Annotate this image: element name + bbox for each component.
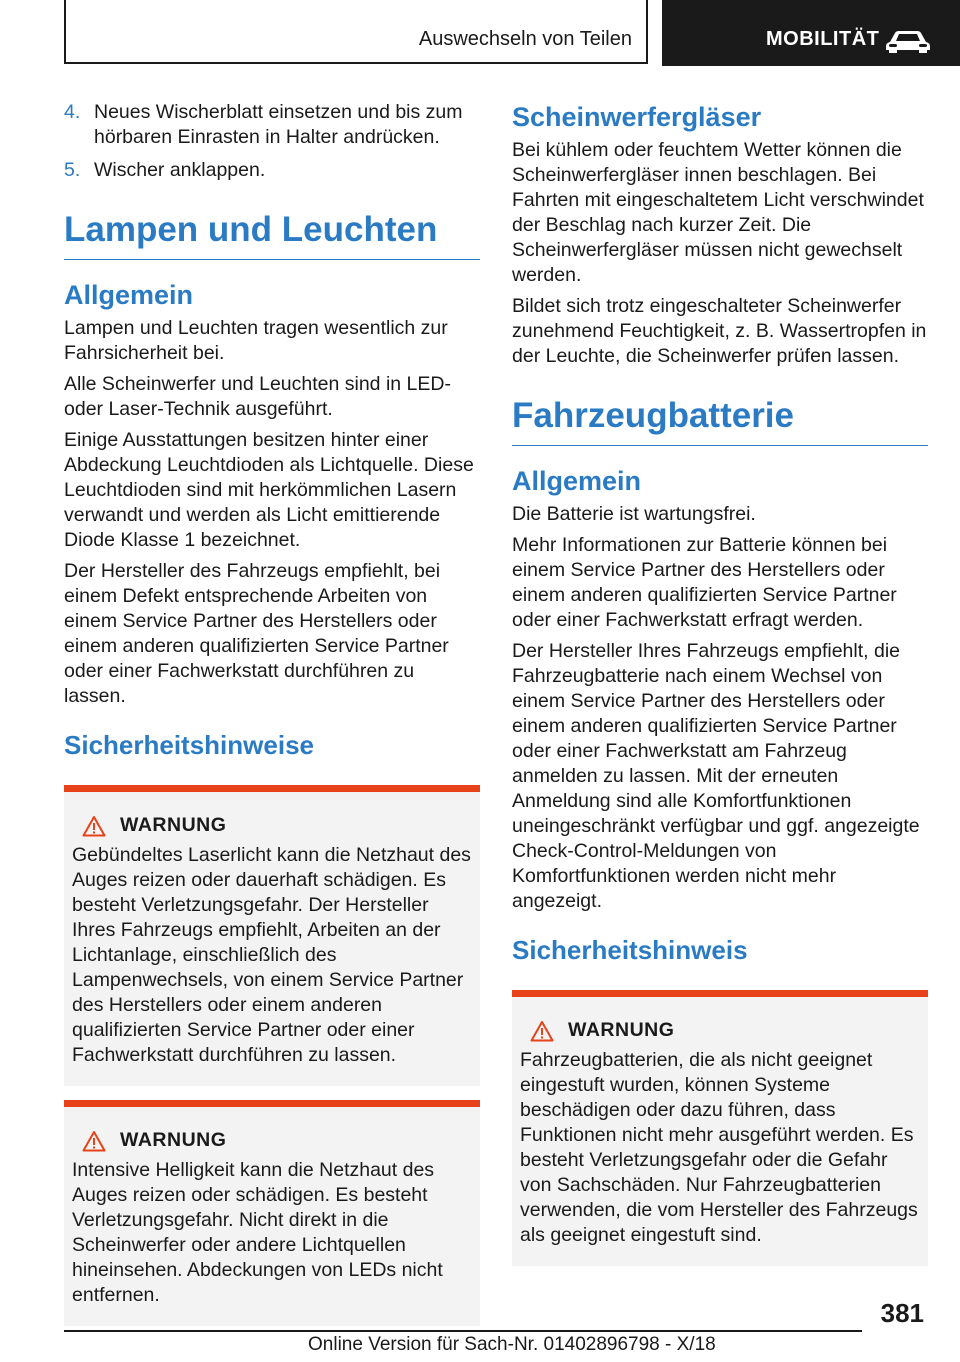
- paragraph: Bildet sich trotz eingeschalteter Scheinwerfer zunehmend Feuchtigkeit, z. B. Wassertropfen in der Leuchte, die Scheinwerfer prüfen lassen.: [512, 295, 927, 367]
- chapter-title: MOBILITÄT: [766, 28, 880, 50]
- car-icon: [884, 28, 932, 54]
- step-text: Wischer anklappen.: [94, 159, 266, 181]
- warning-box: [512, 990, 928, 1266]
- warning-text: Intensive Helligkeit kann die Netzhaut des Auges reizen oder schädigen. Es besteht Verletzungsgefahr. Nicht direkt in die Scheinwerfer oder andere Lichtquellen hineinsehen. Abdeckungen von LEDs nicht entfernen.: [72, 1159, 443, 1306]
- heading-allgemein: Allgemein: [64, 280, 194, 310]
- paragraph: Mehr Informationen zur Batterie können bei einem Service Partner des Herstellers oder einem anderen qualifizierten Service Partner oder einer Fachwerkstatt erfragt werden.: [512, 534, 897, 631]
- heading-lampen: Lampen und Leuchten: [64, 209, 480, 260]
- list-item: [64, 158, 480, 183]
- step-number: 4.: [64, 101, 81, 123]
- step-number: 5.: [64, 159, 81, 181]
- warning-triangle-icon: [82, 1130, 106, 1152]
- warning-triangle-icon: [82, 815, 106, 837]
- heading-allgemein: Allgemein: [512, 466, 642, 496]
- paragraph: Der Hersteller Ihres Fahrzeugs empfiehlt, die Fahrzeugbatterie nach einem Wechsel von einem Service Partner des Herstellers oder einem anderen qualifizierten Service Partner oder einer Fachwerkstatt am Fahrzeug anmelden zu lassen. Mit der erneuten Anmeldung sind alle Komfortfunktionen uneingeschränkt verfügbar und ggf. angezeigte Check-Control-Meldungen von Komfortfunktionen werden nicht mehr angezeigt.: [512, 640, 920, 912]
- paragraph: Die Batterie ist wartungsfrei.: [512, 503, 756, 525]
- warning-box: [64, 1100, 480, 1326]
- right-column: [512, 100, 928, 1280]
- page-header: [0, 0, 960, 66]
- warning-title: [72, 1129, 472, 1152]
- warning-triangle-icon: [530, 1020, 554, 1042]
- warning-box: [64, 785, 480, 1086]
- paragraph: Bei kühlem oder feuchtem Wetter können die Scheinwerfergläser innen beschlagen. Bei Fahrten mit eingeschaltetem Licht verschwindet der Beschlag nach kurzer Zeit. Die Scheinwerfergläser müssen nicht gewechselt werden.: [512, 139, 924, 286]
- heading-sicherheitshinweise: Sicherheitshinweise: [64, 730, 314, 760]
- left-column: [64, 100, 480, 1340]
- footer-version: Online Version für Sach-Nr. 01402896798 - X/18: [308, 1334, 716, 1355]
- warning-text: Fahrzeugbatterien, die als nicht geeignet eingestuft wurden, können Systeme beschädigen oder dazu führen, dass Funktionen nicht mehr ausgeführt werden. Es besteht Verletzungsgefahr oder die Gefahr von Sachschäden. Nur Fahrzeugbatterien verwenden, die vom Hersteller des Fahrzeugs als geeignet eingestuft sind.: [520, 1049, 918, 1246]
- section-title: Auswechseln von Teilen: [418, 28, 632, 50]
- warning-title: [72, 814, 472, 837]
- page-number: 381: [880, 1298, 924, 1328]
- heading-fahrzeugbatterie: Fahrzeugbatterie: [512, 395, 928, 446]
- heading-scheinwerferglaeser: Scheinwerfergläser: [512, 102, 762, 132]
- step-text: Neues Wischerblatt einsetzen und bis zum hörbaren Einrasten in Halter andrücken.: [94, 101, 463, 148]
- heading-sicherheitshinweis: Sicherheitshinweis: [512, 935, 748, 965]
- footer-divider: [64, 1330, 862, 1332]
- paragraph: Alle Scheinwerfer und Leuchten sind in LED- oder Laser-Technik ausgeführt.: [64, 373, 451, 420]
- chapter-tab: [662, 0, 960, 66]
- warning-title: [520, 1019, 920, 1042]
- paragraph: Lampen und Leuchten tragen wesentlich zur Fahrsicherheit bei.: [64, 317, 448, 364]
- section-tab: [64, 0, 648, 64]
- warning-label: WARNUNG: [120, 814, 227, 836]
- list-item: [64, 100, 480, 150]
- warning-text: Gebündeltes Laserlicht kann die Netzhaut des Auges reizen oder dauerhaft schädigen. Es besteht Verletzungsgefahr. Der Hersteller Ihres Fahrzeugs empfiehlt, Arbeiten an der Lichtanlage, einschließlich des Lampenwechsels, von einem Service Partner des Herstellers oder einem anderen qualifizierten Service Partner oder einer Fachwerkstatt durchführen zu lassen.: [72, 844, 471, 1066]
- warning-label: WARNUNG: [568, 1019, 675, 1041]
- warning-label: WARNUNG: [120, 1129, 227, 1151]
- paragraph: Der Hersteller des Fahrzeugs empfiehlt, bei einem Defekt entsprechende Arbeiten von einem Service Partner des Herstellers oder einem anderen qualifizierten Service Partner oder einer Fachwerkstatt durchführen zu lassen.: [64, 560, 449, 707]
- paragraph: Einige Ausstattungen besitzen hinter einer Abdeckung Leuchtdioden als Lichtquelle. Diese Leuchtdioden sind mit herkömmlichen Lasern verwandt und werden als Licht emittierende Diode Klasse 1 bezeichnet.: [64, 429, 474, 551]
